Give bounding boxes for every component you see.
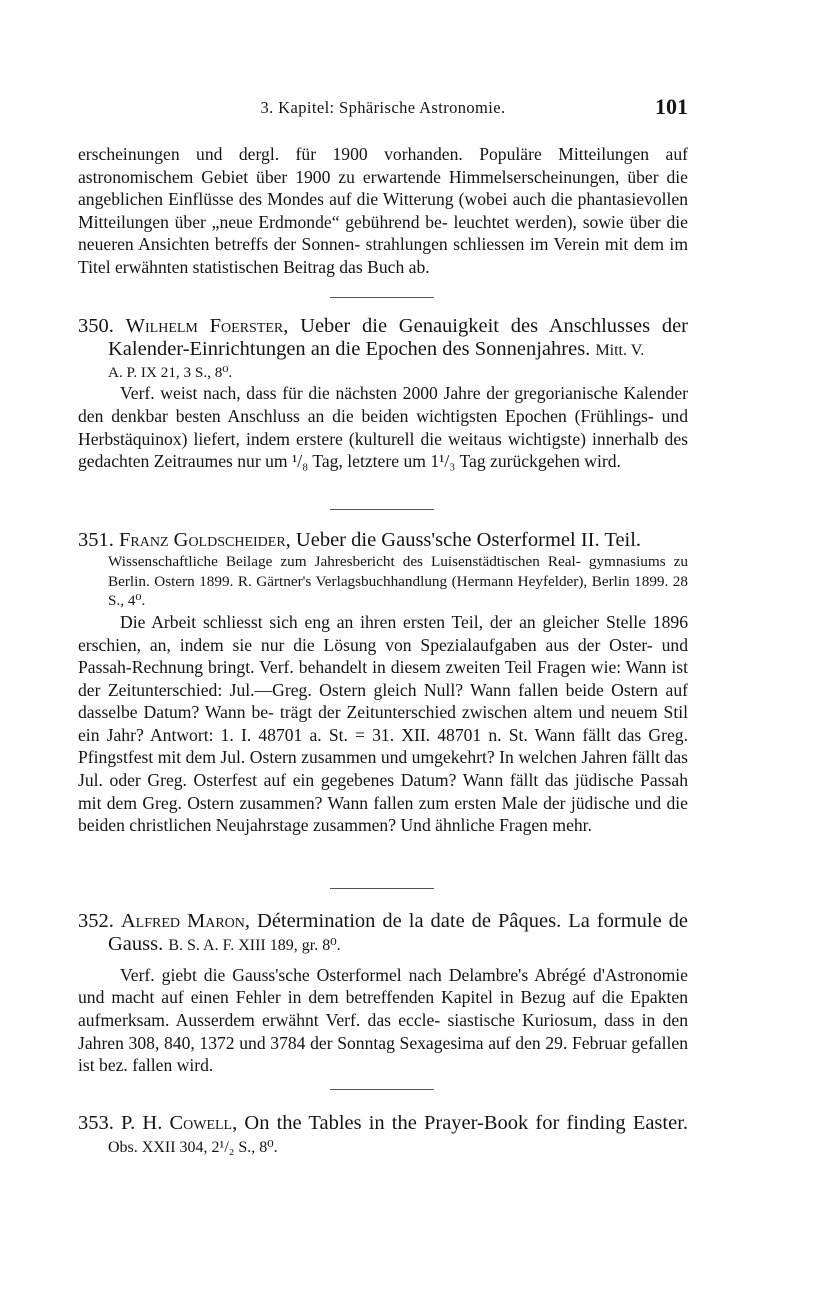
intro-paragraph: [78, 143, 688, 279]
text-line: gymnasiums zu Berlin. Ostern 1899. R. Gärtner's Verlagsbuchhandlung: [108, 553, 688, 590]
text-line: d'Astronomie und macht auf einen Fehler in dem betreffenden Kapitel in: [78, 964, 688, 1008]
text-line: gleich Null? Wann fallen beide Ostern auf dasselbe Datum? Wann be-: [78, 679, 688, 723]
text-line: erscheinungen und dergl. für 1900 vorhanden. Populäre Mitteilungen: [78, 144, 650, 164]
entry-author: Wilhelm Foerster,: [125, 315, 289, 337]
running-title: 3. Kapitel: Sphärische Astronomie.: [260, 98, 506, 117]
text-line: (Hermann Heyfelder), Berlin 1899. 28 S., 4⁰.: [108, 572, 688, 610]
separator-rule: [330, 888, 434, 889]
entry-title: Ueber die Gauss'sche Osterformel II. Teil.: [295, 529, 642, 551]
entry-title: Ueber die Genauigkeit des Anschlusses der Kalender-Einrichtungen an die Epochen des Sonnenjahres.: [108, 315, 689, 361]
text-line: Antwort: 1. I. 48701 a. St. = 31. XII. 48701 n. St. Wann fällt das: [149, 724, 642, 745]
entry-author: P. H. Cowell,: [121, 1112, 238, 1134]
entry-title: On the Tables in the Prayer-Book for finding Easter.: [244, 1112, 689, 1134]
entry-number: 352.: [78, 910, 114, 932]
entry-source-inline: Mitt. V.: [595, 342, 645, 360]
entry-abstract: [78, 964, 688, 1077]
text-line: Bezug auf die Epakten aufmerksam. Ausserdem erwähnt Verf. das eccle-: [78, 987, 688, 1030]
entry-number: 353.: [78, 1112, 114, 1134]
text-line: Wann fallen zum ersten Male der jüdische und die beiden christlichen: [78, 792, 688, 836]
text-line: Die Arbeit schliesst sich eng an ihren ersten Teil, der an gleicher: [120, 611, 600, 632]
text-line: Datum? Wann fällt das jüdische Passah mit dem Greg. Ostern zusammen?: [78, 770, 688, 813]
text-line: Beitrag das Buch ab.: [283, 256, 430, 277]
text-line: Wissenschaftliche Beilage zum Jahresbericht des Luisenstädtischen Real-: [108, 553, 581, 571]
entry-title: Détermination de la date de Pâques. La formule de Gauss.: [108, 910, 689, 956]
entry-number: 350.: [78, 315, 114, 337]
text-line: Neujahrstage zusammen? Und ähnliche Fragen mehr.: [215, 815, 592, 836]
entry-source: [78, 552, 688, 611]
text-line: welchen Jahren fällt das Jul. oder Greg. Osterfest auf ein gegebenes: [78, 747, 688, 791]
entry-heading: [78, 1112, 688, 1160]
page-number: 101: [655, 94, 688, 119]
text-line: um 1¹/₃ Tag zurückgehen wird.: [403, 451, 621, 472]
text-line: wichtigste) innerhalb des gedachten Zeitraumes nur um ¹/₈ Tag, letztere: [78, 428, 688, 472]
text-line: Greg. Pfingstfest mit dem Jul. Ostern zusammen und umgekehrt? In: [78, 724, 688, 768]
running-head: [78, 94, 688, 122]
entry-abstract: [78, 611, 688, 837]
entry-heading: [78, 529, 688, 552]
text-line: über die angeblichen Einflüsse des Mondes auf die Witterung (wobei auch: [78, 166, 688, 210]
entry-abstract: [78, 382, 688, 472]
text-line: leuchtet werden), sowie über die neueren Ansichten betreffs der Sonnen-: [78, 211, 688, 255]
entry-353: [78, 1112, 688, 1160]
separator-rule: [330, 1089, 434, 1090]
text-line: zweiten Teil Fragen wie: Wann ist der Zeitunterschied: Jul.—Greg. Ostern: [78, 657, 688, 700]
text-line: Kalender den denkbar besten Anschluss an die beiden wichtigsten Epochen: [78, 383, 689, 426]
paragraph-text: [78, 143, 688, 279]
text-line: trägt der Zeitunterschied zwischen altem und neuem Stil ein Jahr?: [78, 702, 688, 745]
entry-source-inline: Obs. XXII 304, 2¹/₂ S., 8⁰.: [108, 1139, 278, 1157]
text-line: Verf. giebt die Gauss'sche Osterformel nach Delambre's Abrégé: [120, 964, 586, 985]
entry-352: [78, 910, 688, 1077]
text-line: strahlungen schliessen im Verein mit dem im Titel erwähnten statistischen: [78, 234, 689, 277]
text-line: (Frühlings- und Herbstäquinox) liefert, indem erstere (kulturell die weitaus: [78, 405, 688, 449]
entry-source: A. P. IX 21, 3 S., 8⁰.: [108, 363, 233, 381]
entry-number: 351.: [78, 529, 114, 551]
entry-author: Alfred Maron,: [120, 910, 251, 932]
text-line: Verf. weist nach, dass für die nächsten 2000 Jahre der gregorianische: [120, 383, 618, 404]
text-line: siastische Kuriosum, dass in den Jahren 308, 840, 1372 und 3784 der: [78, 1010, 688, 1053]
entry-author: Franz Goldscheider,: [119, 529, 291, 551]
entry-heading: [78, 910, 688, 958]
entry-350: [78, 315, 688, 473]
entry-351: [78, 529, 688, 837]
text-line: Sonntag Sexagesima auf den 29. Februar gefallen ist bez. fallen wird.: [78, 1032, 688, 1076]
separator-rule: [330, 297, 434, 298]
separator-rule: [330, 509, 434, 510]
text-line: Stelle 1896 erschien, an, indem sie nur die Lösung von Spezialaufgaben: [78, 611, 688, 655]
text-line: aus der Oster- und Passah-Rechnung bringt. Verf. behandelt in diesem: [78, 634, 689, 678]
text-line: die phantasievollen Mitteilungen über „neue Erdmonde“ gebührend be-: [78, 189, 689, 232]
entry-source-inline: B. S. A. F. XIII 189, gr. 8⁰.: [168, 937, 341, 955]
text-line: auf astronomischem Gebiet über 1900 zu erwartende Himmelserscheinungen,: [78, 144, 688, 187]
entry-heading: [78, 315, 688, 363]
